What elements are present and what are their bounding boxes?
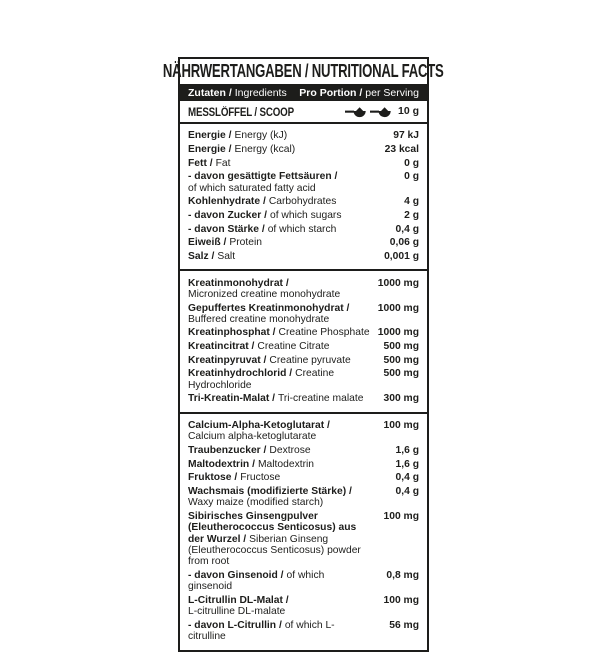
table-row xyxy=(188,485,419,510)
row-label xyxy=(188,210,370,221)
row-label-de: Gepuffertes Kreatinmonohydrat / xyxy=(188,302,350,314)
row-label xyxy=(188,278,370,301)
row-value: 4 g xyxy=(404,196,419,208)
table-row xyxy=(188,250,419,264)
row-value: 56 mg xyxy=(389,619,419,631)
row-label xyxy=(188,459,370,470)
row-value: 0,4 g xyxy=(395,472,419,484)
row-value: 1000 mg xyxy=(377,327,419,339)
row-label xyxy=(188,341,370,352)
row-label-de: Kohlenhydrate / xyxy=(188,196,266,208)
row-label xyxy=(188,595,370,618)
row-label-en: of which sugars xyxy=(269,209,342,221)
row-label xyxy=(188,237,370,248)
row-label-en: Creatine Hydrochloride xyxy=(188,368,335,391)
row-label xyxy=(188,620,370,643)
nutrition-facts-table xyxy=(163,57,444,652)
table-row xyxy=(188,340,419,354)
row-value: 2 g xyxy=(404,209,419,221)
row-label-de: Kreatinmonohydrat / xyxy=(188,277,289,289)
table-row xyxy=(188,619,419,644)
row-label xyxy=(188,420,370,443)
scoop-icon xyxy=(370,106,392,118)
row-label-en: Carbohydrates xyxy=(268,196,337,208)
row-label-de: Kreatincitrat / xyxy=(188,341,255,353)
row-value: 1000 mg xyxy=(377,302,419,314)
row-label-en: Siberian Ginseng (Eleutherococcus Senticosus) powder from root xyxy=(188,533,361,568)
table-row xyxy=(188,326,419,340)
nutrition-section xyxy=(180,124,427,269)
row-label-en: Micronized creatine monohydrate xyxy=(188,288,341,300)
row-label xyxy=(188,486,370,509)
sections xyxy=(180,124,427,650)
row-value: 97 kJ xyxy=(393,130,419,142)
row-label-en: Creatine Citrate xyxy=(257,341,330,353)
row-label-en: L-citrulline DL-malate xyxy=(188,606,286,618)
row-label-en: of which starch xyxy=(267,223,337,235)
table-row xyxy=(188,222,419,236)
row-label xyxy=(188,251,370,262)
table-row xyxy=(188,276,419,301)
row-label-de: - davon Zucker / xyxy=(188,209,267,221)
row-label xyxy=(188,196,370,207)
row-value: 100 mg xyxy=(383,420,419,432)
row-label xyxy=(188,393,370,404)
row-value: 0,001 g xyxy=(384,250,419,262)
row-value: 0 g xyxy=(404,157,419,169)
row-label xyxy=(188,570,370,593)
table-row xyxy=(188,569,419,594)
row-value: 23 kcal xyxy=(384,143,419,155)
row-value: 500 mg xyxy=(383,341,419,353)
row-label xyxy=(188,368,370,391)
row-label-de: Eiweiß / xyxy=(188,237,227,249)
row-label xyxy=(188,130,370,141)
row-label-de: Wachsmais (modifizierte Stärke) / xyxy=(188,486,352,498)
table-row xyxy=(188,301,419,326)
row-label-en: Buffered creatine monohydrate xyxy=(188,313,330,325)
row-value: 0,4 g xyxy=(395,223,419,235)
row-label xyxy=(188,171,370,194)
row-label xyxy=(188,144,370,155)
row-label-de: Sibirisches Ginsengpulver (Eleutherococcus Senticosus) aus der Wurzel / xyxy=(188,511,357,545)
table-row xyxy=(188,354,419,368)
row-label-de: L-Citrullin DL-Malat / xyxy=(188,594,289,606)
scoop-icon xyxy=(345,106,367,118)
row-value: 500 mg xyxy=(383,368,419,380)
row-label-de: Tri-Kreatin-Malat / xyxy=(188,393,275,405)
table-row xyxy=(188,170,419,195)
row-value: 100 mg xyxy=(383,594,419,606)
row-label-de: - davon L-Citrullin / xyxy=(188,619,282,631)
table-title-row xyxy=(163,59,444,84)
row-label-de: - davon Ginsenoid / xyxy=(188,569,284,581)
row-label-en: Energy (kJ) xyxy=(234,130,288,142)
table-row xyxy=(188,129,419,143)
row-label-en: Calcium alpha-ketoglutarate xyxy=(188,431,317,443)
scoop-row xyxy=(180,101,427,124)
row-label-en: Fat xyxy=(215,157,231,169)
table-row xyxy=(188,143,419,157)
row-value: 1000 mg xyxy=(377,277,419,289)
row-label-en: Creatine pyruvate xyxy=(269,354,351,366)
row-label-en: Waxy maize (modified starch) xyxy=(188,497,324,509)
ingredients-column-header: Zutaten / Ingredients xyxy=(188,86,287,99)
row-label-de: Kreatinpyruvat / xyxy=(188,354,267,366)
row-label xyxy=(188,158,370,169)
row-label-de: - davon gesättigte Fettsäuren / xyxy=(188,171,338,183)
row-label-de: Maltodextrin / xyxy=(188,458,255,470)
row-value: 0 g xyxy=(404,171,419,183)
row-label-de: Calcium-Alpha-Ketoglutarat / xyxy=(188,420,330,432)
row-label xyxy=(188,511,370,567)
row-label xyxy=(188,224,370,235)
table-row xyxy=(188,458,419,472)
row-label-de: Kreatinphosphat / xyxy=(188,327,276,339)
row-label-en: of which ginsenoid xyxy=(188,569,325,593)
row-label xyxy=(188,445,370,456)
row-label-de: - davon Stärke / xyxy=(188,223,265,235)
row-label-de: Fruktose / xyxy=(188,472,238,484)
row-value: 0,8 mg xyxy=(386,569,419,581)
table-row xyxy=(188,367,419,392)
row-label-de: Energie / xyxy=(188,143,232,155)
row-label-en: Protein xyxy=(229,237,262,249)
nutrition-section xyxy=(180,269,427,412)
row-label-de: Kreatinhydrochlorid / xyxy=(188,368,293,380)
table-row xyxy=(188,156,419,170)
row-value: 0,4 g xyxy=(395,486,419,498)
row-label-de: Salz / xyxy=(188,250,215,262)
table-row xyxy=(188,195,419,209)
row-label-en: Energy (kcal) xyxy=(234,143,296,155)
row-label-en: Tri-creatine malate xyxy=(277,393,364,405)
row-label xyxy=(188,327,370,338)
row-label-en: Maltodextrin xyxy=(257,458,315,470)
table-row xyxy=(188,471,419,485)
row-label xyxy=(188,355,370,366)
row-label-en: Salt xyxy=(217,250,236,262)
row-label xyxy=(188,303,370,326)
table-title: NÄHRWERTANGABEN / NUTRITIONAL FACTS xyxy=(163,61,444,81)
row-label-en: Dextrose xyxy=(269,445,311,457)
row-label-de: Traubenzucker / xyxy=(188,445,267,457)
row-value: 500 mg xyxy=(383,354,419,366)
table-row xyxy=(188,209,419,223)
table-row xyxy=(188,419,419,444)
scoop-amount: 10 g xyxy=(397,104,419,117)
nutrition-section xyxy=(180,412,427,650)
table-row xyxy=(188,594,419,619)
row-value: 1,6 g xyxy=(395,445,419,457)
row-label-de: Energie / xyxy=(188,130,232,142)
table-row xyxy=(188,392,419,406)
column-header-bar xyxy=(180,84,427,101)
row-value: 1,6 g xyxy=(395,458,419,470)
table-row xyxy=(188,510,419,569)
row-label-en: of which saturated fatty acid xyxy=(188,182,316,194)
table-row xyxy=(188,444,419,458)
row-label-en: of which L-citrulline xyxy=(188,619,335,643)
row-label-en: Creatine Phosphate xyxy=(278,327,370,339)
table-row xyxy=(188,236,419,250)
row-label-de: Fett / xyxy=(188,157,213,169)
scoop-label: MESSLÖFFEL / SCOOP xyxy=(188,106,294,119)
row-label-en: Fructose xyxy=(240,472,281,484)
scoop-value-group xyxy=(345,106,419,118)
row-value: 0,06 g xyxy=(389,237,419,249)
per-serving-column-header: Pro Portion / per Serving xyxy=(299,86,419,99)
row-value: 100 mg xyxy=(383,511,419,523)
row-value: 300 mg xyxy=(383,393,419,405)
row-label xyxy=(188,472,370,483)
